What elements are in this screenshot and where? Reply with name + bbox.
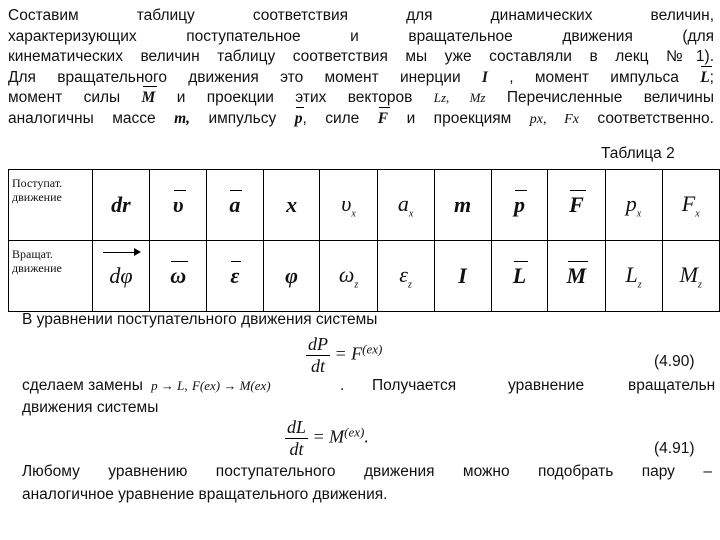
intro-line-1: Составим таблицу соответствия для динамических величин,	[8, 7, 714, 24]
momentum-symbol: p	[295, 109, 303, 130]
body-para-3: движения системы	[22, 399, 159, 416]
cell-r-3: ε	[207, 241, 264, 312]
torque-symbol: M	[142, 88, 156, 109]
body-para-4: Любому уравнению поступательного движения можно подобрать пару –	[22, 463, 712, 480]
projections-symbol: Lz, Mz	[433, 90, 486, 106]
cell-t-5: $\upsilon_x$	[320, 170, 377, 241]
cell-t-9: F	[548, 170, 605, 241]
cell-t-10: $p_x$	[605, 170, 662, 241]
angular-momentum-symbol: L	[700, 68, 709, 89]
force-symbol: F	[378, 109, 388, 130]
cell-r-6: $\varepsilon_z$	[377, 241, 434, 312]
cell-r-10: $L_z$	[605, 241, 662, 312]
cell-t-4: x	[263, 170, 320, 241]
table-caption: Таблица 2	[601, 145, 675, 162]
intro-line-6: аналогичны массе m, импульсу p, силе F и проекциям px, Fx соответственно.	[8, 109, 714, 131]
cell-r-4: φ	[263, 241, 320, 312]
cell-r-9: M	[548, 241, 605, 312]
cell-t-1: dr	[92, 170, 149, 241]
cell-t-7: m	[434, 170, 491, 241]
intro-paragraph	[8, 6, 714, 131]
intro-line-5: момент силы M и проекции этих векторов Lz, Mz Перечисленные величины	[8, 88, 714, 109]
body-para-1: В уравнении поступательного движения системы	[22, 311, 378, 328]
intro-line-3: кинематических величин таблицу соответствия мы уже составляли в лекц №1).	[8, 48, 714, 66]
equation-4-90: $\frac{dP}{dt}$ = $F^{(ex)}$	[308, 334, 383, 376]
intro-line-2: характеризующих поступательное и вращательное движения (для	[8, 27, 715, 45]
equation-label-4-91: (4.91)	[654, 440, 695, 457]
equation-label-4-90: (4.90)	[654, 353, 695, 370]
row-label-rotational: Вращат. движение	[9, 241, 93, 312]
cell-t-3: a	[207, 170, 264, 241]
cell-t-8: p	[491, 170, 548, 241]
inertia-symbol: I	[481, 68, 488, 86]
table-row-translational	[9, 170, 720, 241]
cell-t-11: $F_x$	[662, 170, 720, 241]
mass-symbol: m,	[174, 109, 190, 127]
arrow-decoration	[103, 252, 137, 253]
cell-r-8: L	[491, 241, 548, 312]
row-label-translational: Поступат. движение	[9, 170, 93, 241]
cell-r-5: $\omega_z$	[320, 241, 377, 312]
intro-line-4: Для вращательного движения это момент инерции I , момент импульса L;	[8, 68, 714, 89]
correspondence-table	[8, 169, 720, 312]
projections-px-fx: px, Fx	[529, 111, 579, 127]
cell-r-7: I	[434, 241, 491, 312]
cell-t-2: υ	[150, 170, 207, 241]
body-para-5: аналогичное уравнение вращательного движения.	[22, 486, 388, 503]
cell-r-1: dφ	[92, 241, 149, 312]
body-para-2: сделаем замены p → L, F(ex) → M(ex)	[22, 377, 271, 394]
cell-t-6: $a_x$	[377, 170, 434, 241]
equation-4-91: $\frac{dL}{dt}$ = $M^{(ex)}$.	[287, 417, 369, 459]
cell-r-2: ω	[150, 241, 207, 312]
cell-r-11: $M_z$	[662, 241, 720, 312]
